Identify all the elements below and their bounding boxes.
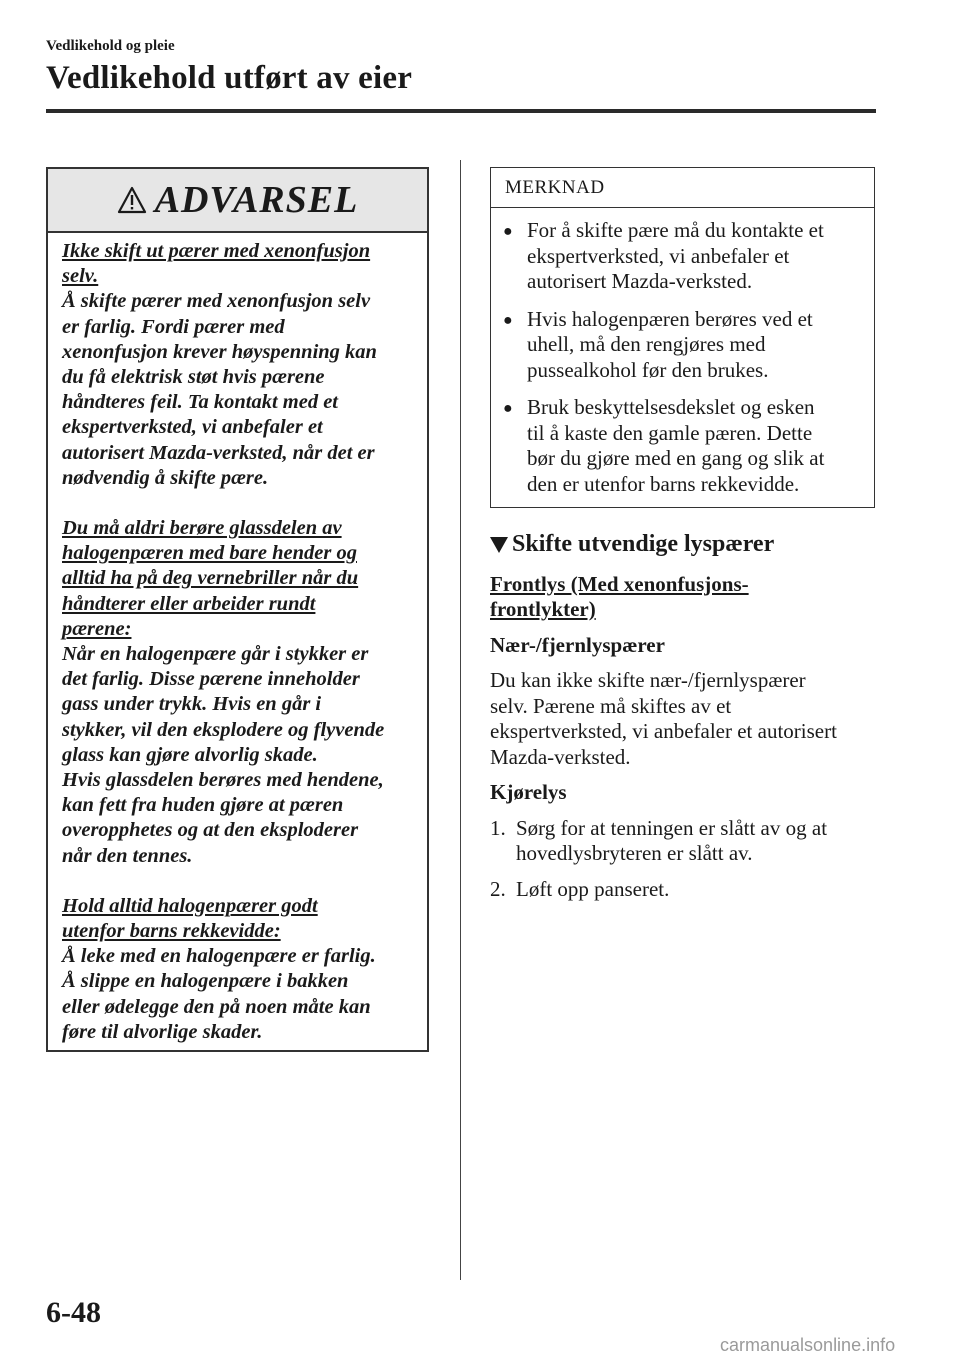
bullet-icon: ● xyxy=(503,223,513,240)
paragraph-line: ekspertverksted, vi anbefaler et autorisert xyxy=(490,719,837,743)
warning-text-line: Å skifte pærer med xenonfusjon selv xyxy=(62,290,371,313)
note-box xyxy=(490,167,875,508)
warning-heading-line: selv. xyxy=(62,265,99,288)
warning-heading-line: Ikke skift ut pærer med xenonfusjon xyxy=(62,240,371,262)
triangle-down-icon xyxy=(490,537,508,553)
warning-text-line: er farlig. Fordi pærer med xyxy=(62,315,285,338)
warning-heading-line: pærene: xyxy=(62,617,132,640)
topic-heading: Kjørelys xyxy=(490,780,567,804)
note-item xyxy=(503,395,864,497)
warning-block xyxy=(62,516,413,869)
warning-text-line: det farlig. Disse pærene inneholder xyxy=(62,668,360,691)
note-item xyxy=(503,307,864,384)
warning-heading-line: utenfor barns rekkevidde: xyxy=(62,920,281,943)
topic-heading: Nær-/fjernlyspærer xyxy=(490,632,665,657)
bullet-icon: ● xyxy=(503,400,513,417)
note-line: pussealkohol før den brukes. xyxy=(527,357,769,382)
warning-text-line: glass kan gjøre alvorlig skade. xyxy=(62,743,318,766)
note-line: bør du gjøre med en gang og slik at xyxy=(527,446,825,470)
page-title: Vedlikehold utført av eier xyxy=(46,60,413,96)
section-heading-text: Skifte utvendige lyspærer xyxy=(512,531,775,557)
warning-block xyxy=(62,894,413,1045)
section-label: Vedlikehold og pleie xyxy=(46,38,175,54)
section-heading xyxy=(490,532,880,558)
page-number: 6-48 xyxy=(46,1296,101,1329)
note-line: ekspertverksted, vi anbefaler et xyxy=(527,243,790,268)
step-item xyxy=(490,877,880,903)
warning-heading-line: Du må aldri berøre glassdelen av xyxy=(62,517,342,540)
warning-text-line: når den tennes. xyxy=(62,844,193,867)
note-line: autorisert Mazda-verksted. xyxy=(527,269,753,293)
warning-block xyxy=(62,239,413,491)
note-line: For å skifte pære må du kontakte et xyxy=(527,218,824,242)
warning-text-line: kan fett fra huden gjøre at pæren xyxy=(62,794,344,817)
step-line: hovedlysbryteren er slått av. xyxy=(516,841,753,865)
warning-text-line: Når en halogenpære går i stykker er xyxy=(62,643,369,666)
subsection-line: Frontlys (Med xenonfusjons- xyxy=(490,571,749,596)
watermark: carmanualsonline.info xyxy=(720,1335,896,1355)
title-rule xyxy=(46,109,876,113)
warning-text-line: føre til alvorlige skader. xyxy=(62,1020,263,1043)
warning-title: ADVARSEL xyxy=(154,179,359,221)
warning-body xyxy=(48,233,427,1045)
column-divider xyxy=(460,160,461,1280)
warning-heading-line: alltid ha på deg vernebriller når du xyxy=(62,567,359,590)
note-line: til å kaste den gamle pæren. Dette xyxy=(527,420,813,445)
warning-heading-line: halogenpæren med bare hender og xyxy=(62,542,357,565)
note-title: MERKNAD xyxy=(491,168,874,208)
warning-text-line: du få elektrisk støt hvis pærene xyxy=(62,366,325,389)
warning-box xyxy=(46,167,429,1052)
right-column-content xyxy=(490,532,880,912)
warning-text-line: nødvendig å skifte pære. xyxy=(62,466,269,489)
warning-text-line: autorisert Mazda-verksted, når det er xyxy=(62,441,375,464)
warning-text-line: ekspertverksted, vi anbefaler et xyxy=(62,416,323,439)
warning-text-line: eller ødelegge den på noen måte kan xyxy=(62,995,371,1018)
note-line: Bruk beskyttelsesdekslet og esken xyxy=(527,395,815,419)
warning-heading-line: Hold alltid halogenpærer godt xyxy=(62,894,318,917)
note-line: uhell, må den rengjøres med xyxy=(527,332,766,356)
warning-text-line: håndteres feil. Ta kontakt med et xyxy=(62,391,338,414)
step-number: 2. xyxy=(490,876,506,901)
subsection-line: frontlykter) xyxy=(490,597,596,621)
warning-text-line: overopphetes og at den eksploderer xyxy=(62,819,359,842)
paragraph-line: Du kan ikke skifte nær-/fjernlyspærer xyxy=(490,668,806,692)
warning-text-line: Å slippe en halogenpære i bakken xyxy=(62,970,349,993)
paragraph xyxy=(490,668,880,770)
warning-text-line: gass under trykk. Hvis en går i xyxy=(62,693,322,716)
note-line: Hvis halogenpæren berøres ved et xyxy=(527,306,813,331)
step-line: Løft opp panseret. xyxy=(516,876,670,901)
step-line: Sørg for at tenningen er slått av og at xyxy=(516,815,828,840)
note-list xyxy=(491,208,874,497)
bullet-icon: ● xyxy=(503,311,513,329)
step-number: 1. xyxy=(490,815,506,840)
paragraph-line: Mazda-verksted. xyxy=(490,744,631,769)
warning-text-line: Å leke med en halogenpære er farlig. xyxy=(62,945,376,968)
warning-text-line: xenonfusjon krever høyspenning kan xyxy=(62,340,377,363)
warning-triangle-icon xyxy=(117,186,147,214)
warning-text-line: Hvis glassdelen berøres med hendene, xyxy=(62,769,384,792)
note-line: den er utenfor barns rekkevidde. xyxy=(527,471,800,496)
warning-text-line: stykker, vil den eksplodere og flyvende xyxy=(62,718,385,741)
warning-header xyxy=(48,169,427,233)
note-item xyxy=(503,218,864,295)
paragraph-line: selv. Pærene må skiftes av et xyxy=(490,693,732,718)
steps-list xyxy=(490,816,880,903)
subsection-heading xyxy=(490,572,880,623)
warning-heading-line: håndterer eller arbeider rundt xyxy=(62,592,316,615)
step-item xyxy=(490,816,880,867)
